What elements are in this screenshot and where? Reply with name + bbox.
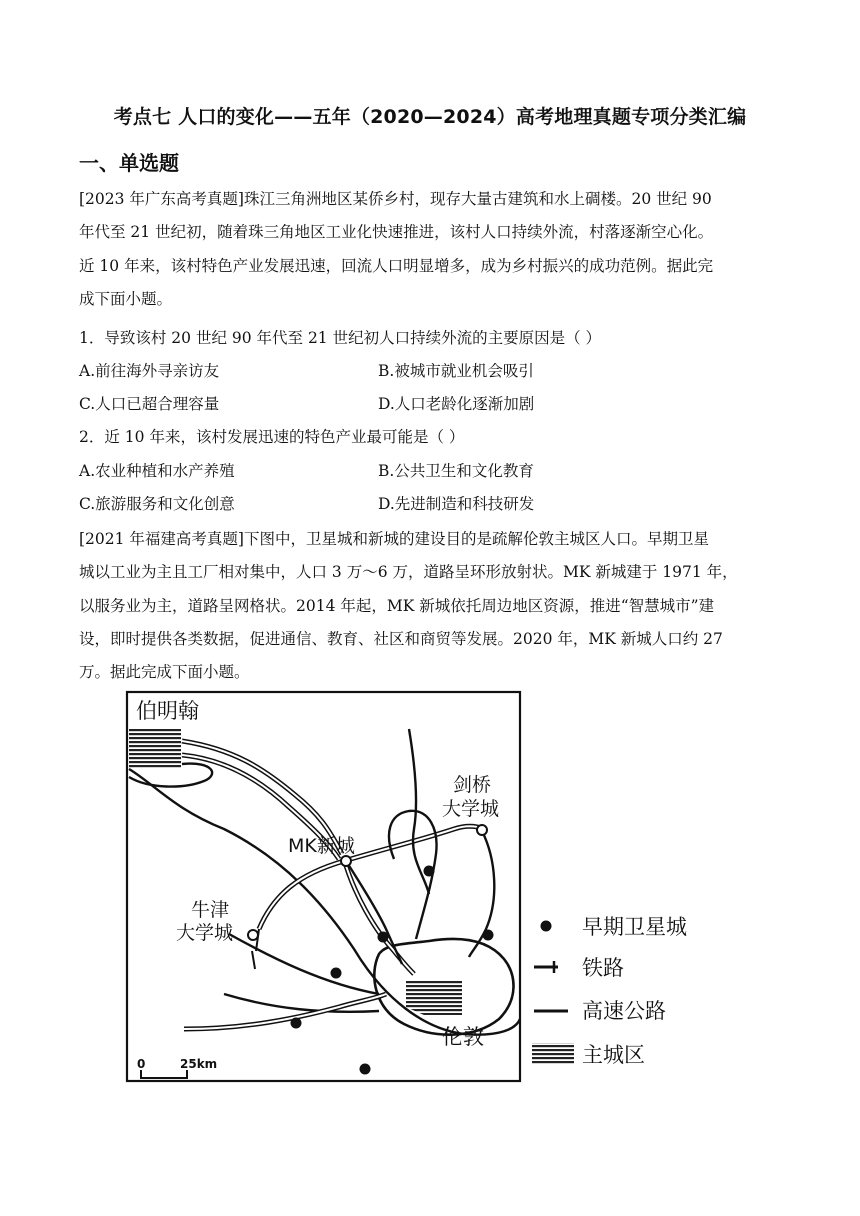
- map-label-mk: MK新城: [288, 835, 355, 857]
- passage-line: 以服务业为主，道路呈网格状。2014 年起，MK 新城依托周边地区资源，推进“智慧城市”建: [79, 597, 715, 615]
- satellite-town-dot: [291, 1018, 302, 1029]
- scale-zero: 0: [137, 1057, 146, 1071]
- map-label-cambridge: 剑桥: [453, 774, 492, 796]
- question-stem: 2．近 10 年来，该村发展迅速的特色产业最可能是（ ）: [79, 428, 465, 446]
- page-title: 考点七 人口的变化——五年（2020—2024）高考地理真题专项分类汇编: [113, 106, 747, 128]
- section-heading: 一、单选题: [79, 151, 179, 175]
- passage-line: 成下面小题。: [79, 290, 173, 308]
- passage-line: 设，即时提供各类数据，促进通信、教育、社区和商贸等发展。2020 年，MK 新城人口约 27: [79, 630, 723, 648]
- map-frame: [127, 692, 520, 1081]
- option-d: D.人口老龄化逐渐加剧: [378, 395, 535, 413]
- legend-main-label: 主城区: [582, 1043, 645, 1067]
- option-c: C.旅游服务和文化创意: [79, 495, 235, 513]
- passage-line: 近 10 年来，该村特色产业发展迅速，回流人口明显增多，成为乡村振兴的成功范例。据此完: [79, 257, 714, 275]
- option-a: A.农业种植和水产养殖: [79, 462, 235, 480]
- satellite-town-dot: [360, 1064, 371, 1075]
- birmingham-main-area: [129, 729, 181, 769]
- legend-satellite-label: 早期卫星城: [582, 915, 687, 939]
- legend-dot-symbol: [541, 921, 552, 932]
- option-b: B.公共卫生和文化教育: [378, 462, 534, 480]
- option-b: B.被城市就业机会吸引: [378, 362, 534, 380]
- question-stem: 1．导致该村 20 世纪 90 年代至 21 世纪初人口持续外流的主要原因是（ ）: [79, 329, 602, 347]
- passage-line: [2023 年广东高考真题]珠江三角洲地区某侨乡村，现存大量古建筑和水上碉楼。20 世纪 90: [79, 190, 712, 208]
- legend-railway-label: 铁路: [582, 956, 624, 980]
- option-d: D.先进制造和科技研发: [378, 495, 535, 513]
- satellite-town-dot: [378, 932, 389, 943]
- oxford-marker: [248, 930, 258, 940]
- map-label-cambridge-university: 大学城: [442, 798, 500, 820]
- satellite-town-dot: [483, 930, 494, 941]
- map-label-london: 伦敦: [442, 1025, 484, 1049]
- map-drawing: [124, 689, 724, 1089]
- highway: [229, 934, 379, 994]
- satellite-town-dot: [331, 968, 342, 979]
- london-map-figure: [124, 689, 724, 1089]
- option-a: A.前往海外寻亲访友: [79, 362, 220, 380]
- passage-line: [2021 年福建高考真题]下图中，卫星城和新城的建设目的是疏解伦敦主城区人口。早期卫星: [79, 530, 709, 548]
- scale-distance: 25km: [180, 1057, 218, 1071]
- map-label-oxford-university: 大学城: [176, 922, 234, 944]
- map-label-oxford: 牛津: [191, 899, 230, 921]
- legend-highway-label: 高速公路: [582, 999, 666, 1023]
- passage-line: 城以工业为主且工厂相对集中，人口 3 万～6 万，道路呈环形放射状。MK 新城建于 1971 年，: [79, 563, 738, 581]
- passage-line: 万。据此完成下面小题。: [79, 663, 250, 681]
- passage-line: 年代至 21 世纪初，随着珠三角地区工业化快速推进，该村人口持续外流，村落逐渐空心化。: [79, 223, 714, 241]
- cambridge-marker: [477, 825, 487, 835]
- map-label-birmingham: 伯明翰: [136, 699, 199, 723]
- legend-main-symbol: [532, 1043, 574, 1065]
- london-main-area: [406, 981, 462, 1015]
- option-c: C.人口已超合理容量: [79, 395, 220, 413]
- satellite-town-dot: [424, 866, 435, 877]
